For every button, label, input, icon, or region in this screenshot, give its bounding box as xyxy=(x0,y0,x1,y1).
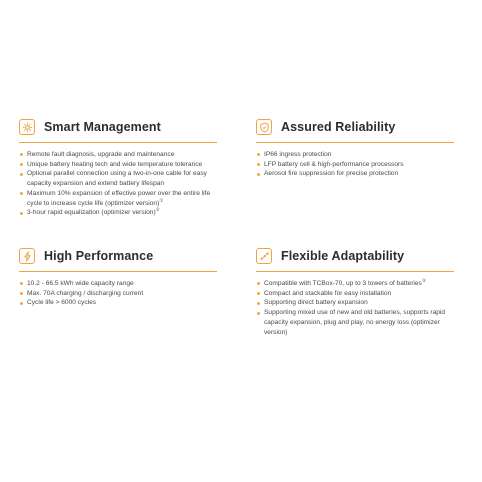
list-item: IP66 ingress protection xyxy=(256,150,454,160)
feature-list xyxy=(19,150,217,218)
list-item: Supporting mixed use of new and old batteries, supports rapid capacity expansion, plug and play, no energy loss (optimizer version) xyxy=(256,308,454,337)
card-divider xyxy=(256,271,454,272)
card-header xyxy=(256,246,454,266)
feature-list xyxy=(19,279,217,308)
list-item: 10.2 - 66.5 kWh wide capacity range xyxy=(19,279,217,289)
list-item: Optional parallel connection using a two-in-one cable for easy capacity expansion and extend battery lifespan xyxy=(19,169,217,188)
card-title: Smart Management xyxy=(44,120,161,134)
list-item: Aerosol fire suppression for precise protection xyxy=(256,169,454,179)
list-item: Maximum 10% expansion of effective power over the entire life cycle to increase cycle life (optimizer version)① xyxy=(19,189,217,208)
card-title: Flexible Adaptability xyxy=(281,249,405,263)
flexible-nodes-icon xyxy=(256,248,272,264)
list-item: Compatible with TCBox-70, up to 3 towers of batteries③ xyxy=(256,279,454,289)
feature-list xyxy=(256,150,454,179)
card-header xyxy=(19,117,217,137)
settings-gear-icon xyxy=(19,119,35,135)
footnote-mark: ② xyxy=(155,207,160,213)
footnote-mark: ③ xyxy=(421,277,426,283)
list-item: Remote fault diagnosis, upgrade and maintenance xyxy=(19,150,217,160)
list-item: Compact and stackable for easy installation xyxy=(256,289,454,299)
shield-icon xyxy=(256,119,272,135)
list-item: Unique battery heating tech and wide temperature tolerance xyxy=(19,160,217,170)
list-item: 3-hour rapid equalization (optimizer version)② xyxy=(19,208,217,218)
list-item: Supporting direct battery expansion xyxy=(256,298,454,308)
card-high-performance xyxy=(19,246,217,308)
card-flexible-adaptability xyxy=(256,246,454,337)
card-divider xyxy=(19,142,217,143)
card-divider xyxy=(256,142,454,143)
performance-lightning-icon xyxy=(19,248,35,264)
card-header xyxy=(256,117,454,137)
card-title: Assured Reliability xyxy=(281,120,396,134)
footnote-mark: ① xyxy=(159,197,164,203)
card-assured-reliability xyxy=(256,117,454,179)
card-title: High Performance xyxy=(44,249,154,263)
list-item: Cycle life > 6000 cycles xyxy=(19,298,217,308)
list-item: Max. 70A charging / discharging current xyxy=(19,289,217,299)
card-divider xyxy=(19,271,217,272)
feature-list xyxy=(256,279,454,337)
list-item: LFP battery cell & high-performance processors xyxy=(256,160,454,170)
card-header xyxy=(19,246,217,266)
card-smart-management xyxy=(19,117,217,218)
